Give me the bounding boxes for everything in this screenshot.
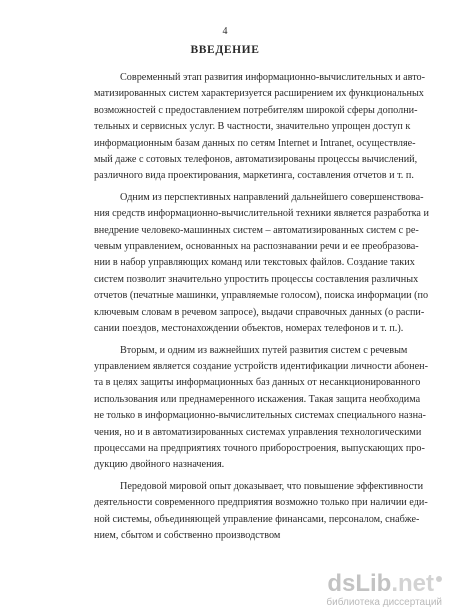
text-line: Передовой мировой опыт доказывает, что повышение эффективности (120, 480, 424, 492)
text-line: Вторым, и одним из важнейших путей развития систем с речевым (120, 344, 408, 356)
page-title: ВВЕДЕНИЕ (190, 44, 260, 56)
paragraph-2 (94, 190, 429, 338)
text-line: возможностей с предоставлением потребителям широкой сферы дополни- (94, 104, 418, 116)
paragraph-1 (94, 70, 426, 185)
text-line: управлением является создание устройств идентификации личности абонен- (94, 360, 428, 372)
text-line: чевым управлением, основанных на распознавании речи и ее преобразова- (94, 241, 419, 253)
dslib-watermark[interactable] (326, 572, 442, 608)
paragraph-4 (94, 479, 428, 545)
text-line: ния средств информационно-вычислительной техники является разработка и (94, 208, 429, 220)
text-line: Современный этап развития информационно-вычислительных и авто- (120, 72, 426, 83)
text-line: деятельности современного предприятия возможно только при наличии еди- (94, 497, 428, 509)
text-line: отчетов (печатные машинки, управляемые голосом), поиска информации (по (94, 290, 429, 302)
text-line: информационным базам данных по сетям Internet и Intranet, осуществляе- (94, 137, 416, 149)
text-line: чения, но и в автоматизированных системах управления технологическими (94, 426, 422, 438)
paragraph-3 (94, 343, 428, 474)
text-line: Одним из перспективных направлений дальнейшего совершенствова- (120, 191, 424, 203)
text-line: мый даже с сотовых телефонов, автоматизированы процессы вычислений, (94, 154, 418, 166)
text-line: сании поездов, местонахождении объектов, номерах телефонов и т. п.). (94, 323, 404, 335)
text-line: использования или преднамеренного искажения. Такая защита необходима (94, 393, 421, 405)
text-line: внедрение человеко-машинных систем – автоматизированных систем с ре- (94, 224, 419, 236)
dslib-tagline: библиотека диссертаций (326, 597, 442, 608)
logo-tld: .net (391, 570, 434, 597)
text-line: различного вида проектирования, маркетинга, составления отчетов и т. п. (94, 170, 414, 182)
text-line: тельных и сервисных услуг. В частности, значительно упрощен доступ к (94, 121, 411, 133)
text-line: ключевым словам в речевом запросе), выдачи справочных данных (о распи- (94, 306, 425, 318)
document-body (94, 70, 429, 544)
dslib-logo (326, 572, 442, 596)
logo-main: dsLib (327, 570, 392, 597)
text-line: нием, сбытом и собственно производством (94, 529, 281, 541)
text-line: ной системы, объединяющей управление финансами, персоналом, снабже- (94, 513, 420, 525)
text-line: нии в набор управляющих команд или текстовых файлов. Создание таких (94, 257, 415, 269)
logo-dot-icon (436, 576, 442, 582)
page-number: 4 (222, 26, 228, 37)
text-line: дукцию двойного назначения. (94, 459, 225, 471)
text-line: та в целях защиты информационных баз данных от несанкционированного (94, 377, 421, 389)
text-line: матизированных систем характеризуется расширением их функциональных (94, 88, 424, 100)
text-line: систем позволит значительно упростить процессы составления различных (94, 273, 419, 285)
text-line: не только в информационно-вычислительных системах специального назна- (94, 410, 426, 422)
text-line: процессами на предприятиях точного приборостроения, выпускающих про- (94, 442, 425, 454)
